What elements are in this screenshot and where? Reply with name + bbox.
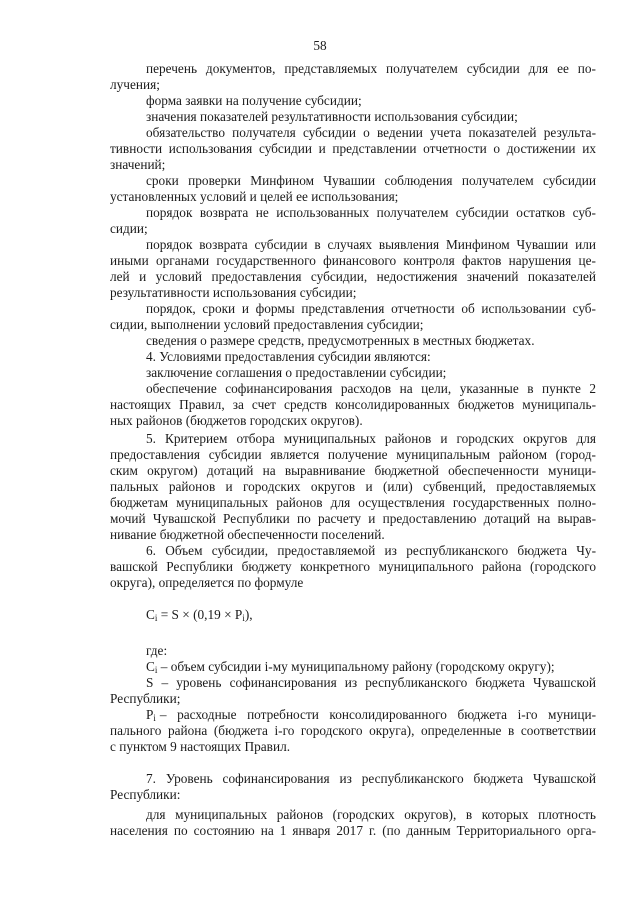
text-line: сидии, выполнении условий предоставления субсидии; <box>110 317 424 332</box>
text-line: Республики; <box>110 691 181 706</box>
text-line: заключение соглашения о предоставлении субсидии; <box>146 365 447 380</box>
text-line: пального района (бюджета i-го городского округа), определенные в соответствии <box>110 723 596 738</box>
symbol-c-sub: i <box>154 665 158 675</box>
text-line: установленных условий и целей ее использования; <box>110 189 399 204</box>
text-line: порядок возврата субсидии в случаях выявления Минфином Чувашии или <box>146 237 596 252</box>
text-line: предоставления субсидии является получение муниципальным районом (город- <box>110 447 596 462</box>
page-number: 58 <box>313 38 327 53</box>
definition-c-text: – объем субсидии i-му муниципальному району (городскому округу); <box>160 659 555 674</box>
text-line: где: <box>146 643 168 658</box>
text-line: S – уровень софинансирования из республиканского бюджета Чувашской <box>146 675 596 690</box>
symbol-c: C <box>146 659 155 674</box>
text-line: порядок, сроки и формы представления отчетности об использовании суб- <box>146 301 596 316</box>
text-line: сидии; <box>110 221 148 236</box>
symbol-p: P <box>146 707 154 722</box>
text-line: иными органами государственного финансового контроля фактов нарушения це- <box>110 253 596 268</box>
text-line: мочий Чувашской Республики по расчету и предоставлению дотаций на вырав- <box>110 511 596 526</box>
text-line: обязательство получателя субсидии о ведении учета показателей результа- <box>146 125 596 140</box>
definition-p-text: – расходные потребности консолидированного бюджета i-го муници- <box>159 707 596 722</box>
formula-lhs: C <box>146 607 155 622</box>
text-line: округа), определяется по формуле <box>110 575 304 590</box>
text-line: обеспечение софинансирования расходов на цели, указанные в пункте 2 <box>146 381 596 396</box>
text-line: Республики: <box>110 787 181 802</box>
text-line: тивности использования субсидии и представлении отчетности о достижении их <box>110 141 596 156</box>
text-line: ных районов (бюджетов городских округов). <box>110 413 363 428</box>
text-line: значения показателей результативности использования субсидии; <box>146 109 518 124</box>
text-line: порядок возврата не использованных получателем субсидии остатков суб- <box>146 205 596 220</box>
text-line: перечень документов, представляемых получателем субсидии для ее по- <box>146 61 596 76</box>
text-line: сведения о размере средств, предусмотренных в местных бюджетах. <box>146 333 535 348</box>
symbol-p-sub: i <box>153 713 156 723</box>
text-line: нивание бюджетной обеспеченности поселений. <box>110 527 385 542</box>
text-line: ским округом) дотаций на выравнивание бюджетной обеспеченности муници- <box>110 463 596 478</box>
text-line: сроки проверки Минфином Чувашии соблюдения получателем субсидии <box>146 173 596 188</box>
text-line: значений; <box>110 157 166 172</box>
formula-lhs-sub: i <box>154 613 158 623</box>
text-line: бюджетам муниципальных районов для осуществления государственных полно- <box>110 495 596 510</box>
text-line: вашской Республики бюджету конкретного муниципального района (городского <box>110 559 596 574</box>
text-line: настоящих Правил, за счет средств консолидированных бюджетов муниципаль- <box>110 397 596 412</box>
text-line: результативности использования субсидии; <box>110 285 357 300</box>
formula-rhs-sub: i <box>242 613 245 623</box>
text-line: для муниципальных районов (городских округов), в которых плотность <box>146 807 596 822</box>
formula-rhs-end: ), <box>244 607 253 622</box>
text-line: с пунктом 9 настоящих Правил. <box>110 739 291 754</box>
text-line: лей и условий предоставления субсидии, недостижения значений показателей <box>110 269 596 284</box>
text-line: 5. Критерием отбора муниципальных районов и городских округов для <box>146 431 596 446</box>
text-line: пальных районов и городских округов и (или) субвенций, предоставляемых <box>110 479 596 494</box>
text-line: форма заявки на получение субсидии; <box>146 93 362 108</box>
text-line: 4. Условиями предоставления субсидии являются: <box>146 349 431 364</box>
text-line: населения по состоянию на 1 января 2017 г. (по данным Территориального орга- <box>110 823 596 838</box>
text-line: 6. Объем субсидии, предоставляемой из республиканского бюджета Чу- <box>146 543 596 558</box>
formula <box>146 607 253 626</box>
formula-rhs-start: = S × (0,19 × P <box>157 607 243 622</box>
text-line: лучения; <box>110 77 160 92</box>
text-line: 7. Уровень софинансирования из республиканского бюджета Чувашской <box>146 771 596 786</box>
